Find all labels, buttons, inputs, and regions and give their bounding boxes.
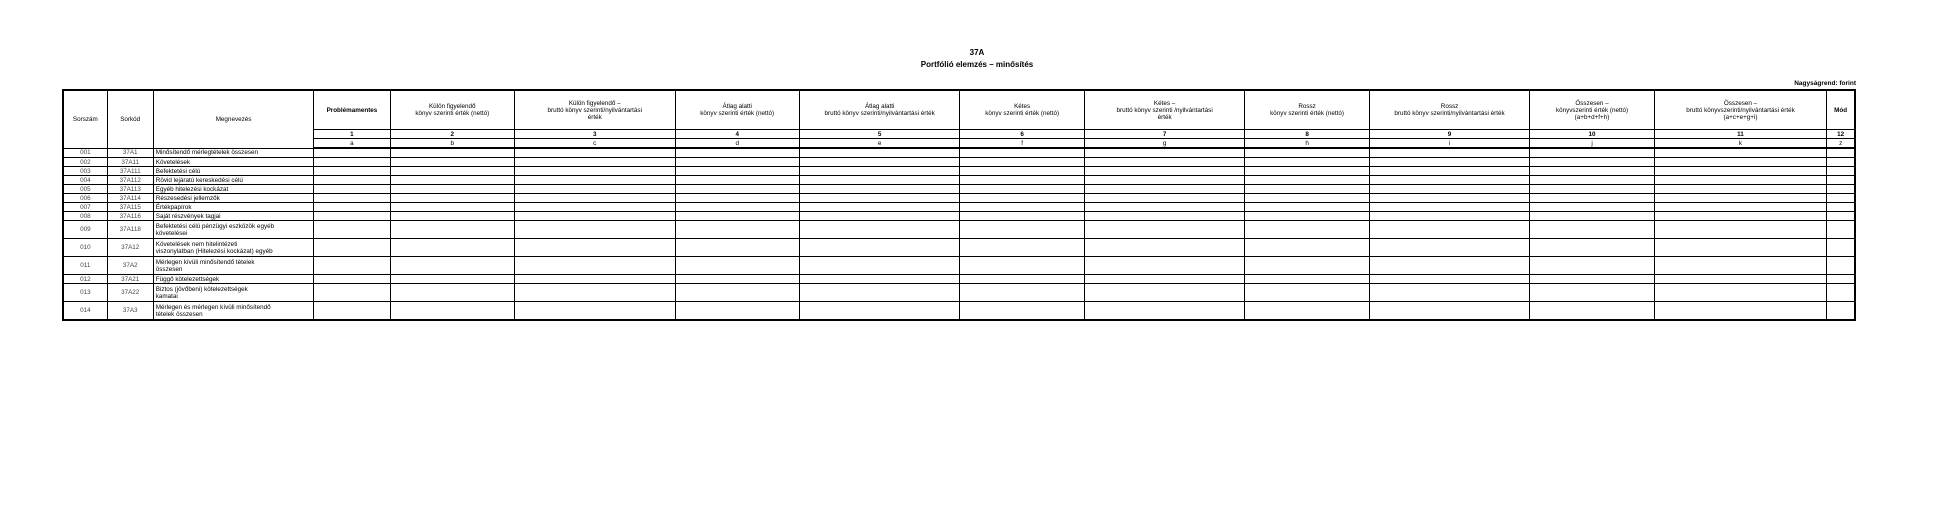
column-letter: b bbox=[390, 139, 514, 149]
column-number: 5 bbox=[799, 130, 960, 139]
value-cell[interactable] bbox=[675, 212, 799, 221]
value-cell[interactable] bbox=[514, 284, 675, 302]
column-letter: f bbox=[960, 139, 1084, 149]
row-name: Mérlegen kívüli minősítendő tételek összesen bbox=[153, 257, 314, 275]
value-cell[interactable] bbox=[1245, 185, 1369, 194]
value-cell[interactable] bbox=[1654, 167, 1827, 176]
value-cell[interactable] bbox=[1530, 176, 1654, 185]
value-cell[interactable] bbox=[514, 176, 675, 185]
value-cell[interactable] bbox=[1245, 148, 1369, 158]
value-cell[interactable] bbox=[1827, 148, 1855, 158]
value-cell[interactable] bbox=[390, 239, 514, 257]
column-letter: d bbox=[675, 139, 799, 149]
value-cell[interactable] bbox=[1827, 185, 1855, 194]
row-code: 37A114 bbox=[107, 194, 153, 203]
value-cell[interactable] bbox=[1369, 212, 1530, 221]
value-cell[interactable] bbox=[1369, 185, 1530, 194]
row-name: Mérlegen és mérlegen kívüli minősítendő tételek összesen bbox=[153, 302, 314, 321]
column-header: Mód bbox=[1827, 90, 1855, 130]
value-cell[interactable] bbox=[960, 194, 1084, 203]
value-cell[interactable] bbox=[675, 302, 799, 321]
row-name: Biztos (jövőbeni) kötelezettségek kamatai bbox=[153, 284, 314, 302]
row-name: Követelések nem hitelintézeti viszonylatban (Hitelezési kockázat) egyéb bbox=[153, 239, 314, 257]
value-cell[interactable] bbox=[1369, 302, 1530, 321]
value-cell[interactable] bbox=[675, 176, 799, 185]
value-cell[interactable] bbox=[1827, 284, 1855, 302]
table-row bbox=[63, 257, 1855, 275]
value-cell[interactable] bbox=[514, 167, 675, 176]
table-row bbox=[63, 185, 1855, 194]
value-cell[interactable] bbox=[314, 158, 390, 167]
column-header: Összesen – bruttó könyvszerinti/nyilvántartási érték (a+c+e+g+i) bbox=[1654, 90, 1827, 130]
value-cell[interactable] bbox=[390, 275, 514, 284]
row-name: Függő kötelezettségek bbox=[153, 275, 314, 284]
value-cell[interactable] bbox=[1654, 212, 1827, 221]
table-row bbox=[63, 158, 1855, 167]
value-cell[interactable] bbox=[960, 176, 1084, 185]
row-number: 010 bbox=[63, 239, 107, 257]
row-number: 007 bbox=[63, 203, 107, 212]
column-number: 1 bbox=[314, 130, 390, 139]
row-name: Saját részvények tagjai bbox=[153, 212, 314, 221]
value-cell[interactable] bbox=[675, 221, 799, 239]
value-cell[interactable] bbox=[1530, 185, 1654, 194]
header-row bbox=[63, 90, 1855, 130]
column-letter: g bbox=[1084, 139, 1245, 149]
row-code: 37A112 bbox=[107, 176, 153, 185]
value-cell[interactable] bbox=[390, 176, 514, 185]
value-cell[interactable] bbox=[1827, 275, 1855, 284]
value-cell[interactable] bbox=[960, 212, 1084, 221]
value-cell[interactable] bbox=[1369, 257, 1530, 275]
column-number: 2 bbox=[390, 130, 514, 139]
title-block bbox=[0, 48, 1954, 70]
value-cell[interactable] bbox=[799, 203, 960, 212]
value-cell[interactable] bbox=[390, 257, 514, 275]
row-number: 005 bbox=[63, 185, 107, 194]
value-cell[interactable] bbox=[1369, 167, 1530, 176]
value-cell[interactable] bbox=[1654, 194, 1827, 203]
value-cell[interactable] bbox=[675, 275, 799, 284]
value-cell[interactable] bbox=[799, 212, 960, 221]
value-cell[interactable] bbox=[1530, 221, 1654, 239]
column-number: 8 bbox=[1245, 130, 1369, 139]
value-cell[interactable] bbox=[960, 257, 1084, 275]
value-cell[interactable] bbox=[1827, 239, 1855, 257]
row-name: Részesedési jellemzők bbox=[153, 194, 314, 203]
row-code: 37A113 bbox=[107, 185, 153, 194]
row-number: 011 bbox=[63, 257, 107, 275]
column-letter: h bbox=[1245, 139, 1369, 149]
value-cell[interactable] bbox=[1530, 302, 1654, 321]
column-header: Sorkód bbox=[107, 90, 153, 148]
value-cell[interactable] bbox=[1827, 257, 1855, 275]
value-cell[interactable] bbox=[514, 203, 675, 212]
value-cell[interactable] bbox=[1654, 148, 1827, 158]
column-letter: k bbox=[1654, 139, 1827, 149]
column-number: 7 bbox=[1084, 130, 1245, 139]
value-cell[interactable] bbox=[960, 185, 1084, 194]
value-cell[interactable] bbox=[314, 203, 390, 212]
portfolio-table bbox=[62, 89, 1856, 321]
column-header: Átlag alatti bruttó könyv szerinti/nyilvántartási érték bbox=[799, 90, 960, 130]
table-row bbox=[63, 203, 1855, 212]
row-number: 002 bbox=[63, 158, 107, 167]
table-row bbox=[63, 239, 1855, 257]
value-cell[interactable] bbox=[514, 212, 675, 221]
value-cell[interactable] bbox=[799, 221, 960, 239]
value-cell[interactable] bbox=[1084, 148, 1245, 158]
column-letter: e bbox=[799, 139, 960, 149]
value-cell[interactable] bbox=[390, 158, 514, 167]
row-code: 37A111 bbox=[107, 167, 153, 176]
value-cell[interactable] bbox=[314, 239, 390, 257]
value-cell[interactable] bbox=[1530, 239, 1654, 257]
value-cell[interactable] bbox=[514, 158, 675, 167]
row-code: 37A21 bbox=[107, 275, 153, 284]
value-cell[interactable] bbox=[1245, 284, 1369, 302]
value-cell[interactable] bbox=[1369, 284, 1530, 302]
value-cell[interactable] bbox=[960, 148, 1084, 158]
value-cell[interactable] bbox=[314, 275, 390, 284]
column-number: 11 bbox=[1654, 130, 1827, 139]
value-cell[interactable] bbox=[1084, 167, 1245, 176]
value-cell[interactable] bbox=[1654, 158, 1827, 167]
value-cell[interactable] bbox=[960, 284, 1084, 302]
value-cell[interactable] bbox=[1245, 194, 1369, 203]
value-cell[interactable] bbox=[314, 194, 390, 203]
value-cell[interactable] bbox=[1369, 148, 1530, 158]
value-cell[interactable] bbox=[1530, 212, 1654, 221]
column-number: 10 bbox=[1530, 130, 1654, 139]
value-cell[interactable] bbox=[390, 302, 514, 321]
value-cell[interactable] bbox=[1369, 239, 1530, 257]
value-cell[interactable] bbox=[1530, 148, 1654, 158]
row-number: 012 bbox=[63, 275, 107, 284]
value-cell[interactable] bbox=[960, 158, 1084, 167]
value-cell[interactable] bbox=[1827, 212, 1855, 221]
column-number-row bbox=[63, 130, 1855, 139]
row-number: 006 bbox=[63, 194, 107, 203]
column-header: Rossz bruttó könyv szerinti/nyilvántartási érték bbox=[1369, 90, 1530, 130]
row-name: Követelések bbox=[153, 158, 314, 167]
value-cell[interactable] bbox=[1245, 203, 1369, 212]
value-cell[interactable] bbox=[1084, 203, 1245, 212]
row-number: 014 bbox=[63, 302, 107, 321]
row-code: 37A115 bbox=[107, 203, 153, 212]
value-cell[interactable] bbox=[514, 239, 675, 257]
value-cell[interactable] bbox=[1084, 158, 1245, 167]
value-cell[interactable] bbox=[1245, 176, 1369, 185]
column-letter: j bbox=[1530, 139, 1654, 149]
value-cell[interactable] bbox=[675, 148, 799, 158]
value-cell[interactable] bbox=[1654, 275, 1827, 284]
row-code: 37A118 bbox=[107, 221, 153, 239]
value-cell[interactable] bbox=[314, 185, 390, 194]
value-cell[interactable] bbox=[1827, 221, 1855, 239]
value-cell[interactable] bbox=[1245, 221, 1369, 239]
value-cell[interactable] bbox=[1369, 194, 1530, 203]
value-cell[interactable] bbox=[1084, 239, 1245, 257]
value-cell[interactable] bbox=[1369, 275, 1530, 284]
value-cell[interactable] bbox=[799, 176, 960, 185]
column-header: Kétes – bruttó könyv szerinti /nyilvántartási érték bbox=[1084, 90, 1245, 130]
value-cell[interactable] bbox=[799, 158, 960, 167]
column-header: Külön figyelendő – bruttó könyv szerinti/nyilvántartási érték bbox=[514, 90, 675, 130]
value-cell[interactable] bbox=[1084, 257, 1245, 275]
value-cell[interactable] bbox=[1530, 284, 1654, 302]
value-cell[interactable] bbox=[390, 185, 514, 194]
value-cell[interactable] bbox=[1827, 167, 1855, 176]
value-cell[interactable] bbox=[1827, 158, 1855, 167]
value-cell[interactable] bbox=[1654, 176, 1827, 185]
value-cell[interactable] bbox=[1530, 158, 1654, 167]
value-cell[interactable] bbox=[799, 185, 960, 194]
column-header: Összesen – könyvszerinti érték (nettó) (a+b+d+f+h) bbox=[1530, 90, 1654, 130]
column-letter: c bbox=[514, 139, 675, 149]
value-cell[interactable] bbox=[514, 185, 675, 194]
column-header: Külön figyelendő könyv szerinti érték (nettó) bbox=[390, 90, 514, 130]
value-cell[interactable] bbox=[799, 167, 960, 176]
value-cell[interactable] bbox=[390, 167, 514, 176]
table-body bbox=[63, 148, 1855, 320]
row-code: 37A22 bbox=[107, 284, 153, 302]
value-cell[interactable] bbox=[1084, 284, 1245, 302]
value-cell[interactable] bbox=[1245, 257, 1369, 275]
unit-label: Nagyságrend: forint bbox=[1794, 80, 1856, 87]
value-cell[interactable] bbox=[514, 257, 675, 275]
value-cell[interactable] bbox=[1654, 203, 1827, 212]
row-code: 37A11 bbox=[107, 158, 153, 167]
table-row bbox=[63, 212, 1855, 221]
table-row bbox=[63, 284, 1855, 302]
value-cell[interactable] bbox=[799, 194, 960, 203]
value-cell[interactable] bbox=[1084, 176, 1245, 185]
value-cell[interactable] bbox=[1654, 302, 1827, 321]
value-cell[interactable] bbox=[960, 221, 1084, 239]
value-cell[interactable] bbox=[514, 194, 675, 203]
value-cell[interactable] bbox=[1245, 167, 1369, 176]
value-cell[interactable] bbox=[514, 302, 675, 321]
value-cell[interactable] bbox=[799, 257, 960, 275]
column-header: Problémamentes bbox=[314, 90, 390, 130]
column-header: Rossz könyv szerinti érték (nettó) bbox=[1245, 90, 1369, 130]
row-code: 37A12 bbox=[107, 239, 153, 257]
row-name: Rövid lejáratú kereskedési célú bbox=[153, 176, 314, 185]
value-cell[interactable] bbox=[314, 284, 390, 302]
value-cell[interactable] bbox=[1369, 221, 1530, 239]
value-cell[interactable] bbox=[314, 257, 390, 275]
value-cell[interactable] bbox=[960, 275, 1084, 284]
value-cell[interactable] bbox=[675, 185, 799, 194]
value-cell[interactable] bbox=[960, 239, 1084, 257]
row-code: 37A116 bbox=[107, 212, 153, 221]
value-cell[interactable] bbox=[675, 257, 799, 275]
value-cell[interactable] bbox=[1654, 185, 1827, 194]
value-cell[interactable] bbox=[1654, 239, 1827, 257]
value-cell[interactable] bbox=[1827, 194, 1855, 203]
row-name: Befektetési célú pénzügyi eszközök egyéb követelései bbox=[153, 221, 314, 239]
value-cell[interactable] bbox=[314, 221, 390, 239]
table-row bbox=[63, 302, 1855, 321]
value-cell[interactable] bbox=[1654, 257, 1827, 275]
column-number: 3 bbox=[514, 130, 675, 139]
column-header: Kétes könyv szerinti érték (nettó) bbox=[960, 90, 1084, 130]
row-name: Egyéb hitelezési kockázat bbox=[153, 185, 314, 194]
value-cell[interactable] bbox=[1654, 221, 1827, 239]
value-cell[interactable] bbox=[799, 275, 960, 284]
value-cell[interactable] bbox=[1654, 284, 1827, 302]
value-cell[interactable] bbox=[675, 194, 799, 203]
row-number: 009 bbox=[63, 221, 107, 239]
value-cell[interactable] bbox=[1245, 302, 1369, 321]
row-code: 37A1 bbox=[107, 148, 153, 158]
value-cell[interactable] bbox=[799, 239, 960, 257]
value-cell[interactable] bbox=[1245, 239, 1369, 257]
value-cell[interactable] bbox=[1369, 158, 1530, 167]
value-cell[interactable] bbox=[514, 148, 675, 158]
value-cell[interactable] bbox=[390, 284, 514, 302]
value-cell[interactable] bbox=[1530, 194, 1654, 203]
value-cell[interactable] bbox=[799, 148, 960, 158]
value-cell[interactable] bbox=[1530, 257, 1654, 275]
row-code: 37A3 bbox=[107, 302, 153, 321]
table-row bbox=[63, 176, 1855, 185]
value-cell[interactable] bbox=[314, 176, 390, 185]
table-code: 37A bbox=[969, 48, 985, 57]
row-number: 003 bbox=[63, 167, 107, 176]
row-number: 013 bbox=[63, 284, 107, 302]
value-cell[interactable] bbox=[514, 275, 675, 284]
value-cell[interactable] bbox=[314, 167, 390, 176]
value-cell[interactable] bbox=[1084, 221, 1245, 239]
column-number: 12 bbox=[1827, 130, 1855, 139]
value-cell[interactable] bbox=[799, 284, 960, 302]
value-cell[interactable] bbox=[1084, 212, 1245, 221]
row-code: 37A2 bbox=[107, 257, 153, 275]
value-cell[interactable] bbox=[1245, 212, 1369, 221]
value-cell[interactable] bbox=[1530, 203, 1654, 212]
table-row bbox=[63, 275, 1855, 284]
value-cell[interactable] bbox=[514, 221, 675, 239]
value-cell[interactable] bbox=[1245, 275, 1369, 284]
value-cell[interactable] bbox=[1827, 176, 1855, 185]
value-cell[interactable] bbox=[1530, 167, 1654, 176]
table-row bbox=[63, 194, 1855, 203]
value-cell[interactable] bbox=[314, 212, 390, 221]
value-cell[interactable] bbox=[1084, 275, 1245, 284]
row-name: Értékpapírok bbox=[153, 203, 314, 212]
table-row bbox=[63, 148, 1855, 158]
value-cell[interactable] bbox=[1369, 176, 1530, 185]
row-name: Minősítendő mérlegtételek összesen bbox=[153, 148, 314, 158]
table-row bbox=[63, 221, 1855, 239]
value-cell[interactable] bbox=[1827, 203, 1855, 212]
column-number: 6 bbox=[960, 130, 1084, 139]
value-cell[interactable] bbox=[675, 158, 799, 167]
column-letter-row bbox=[63, 139, 1855, 149]
column-letter: a bbox=[314, 139, 390, 149]
column-number: 9 bbox=[1369, 130, 1530, 139]
value-cell[interactable] bbox=[390, 203, 514, 212]
table-subtitle: Portfólió elemzés – minősítés bbox=[920, 60, 1034, 69]
value-cell[interactable] bbox=[960, 203, 1084, 212]
column-header: Átlag alatti könyv szerinti érték (nettó) bbox=[675, 90, 799, 130]
column-number: 4 bbox=[675, 130, 799, 139]
value-cell[interactable] bbox=[1084, 302, 1245, 321]
column-header: Sorszám bbox=[63, 90, 107, 148]
value-cell[interactable] bbox=[1084, 194, 1245, 203]
column-letter: i bbox=[1369, 139, 1530, 149]
value-cell[interactable] bbox=[1827, 302, 1855, 321]
value-cell[interactable] bbox=[314, 302, 390, 321]
value-cell[interactable] bbox=[1530, 275, 1654, 284]
row-number: 001 bbox=[63, 148, 107, 158]
value-cell[interactable] bbox=[390, 221, 514, 239]
value-cell[interactable] bbox=[799, 302, 960, 321]
row-number: 008 bbox=[63, 212, 107, 221]
value-cell[interactable] bbox=[675, 167, 799, 176]
row-name: Befektetési célú bbox=[153, 167, 314, 176]
value-cell[interactable] bbox=[390, 148, 514, 158]
value-cell[interactable] bbox=[1084, 185, 1245, 194]
value-cell[interactable] bbox=[960, 167, 1084, 176]
value-cell[interactable] bbox=[1369, 203, 1530, 212]
value-cell[interactable] bbox=[314, 148, 390, 158]
value-cell[interactable] bbox=[675, 239, 799, 257]
row-number: 004 bbox=[63, 176, 107, 185]
table-row bbox=[63, 167, 1855, 176]
value-cell[interactable] bbox=[960, 302, 1084, 321]
value-cell[interactable] bbox=[1245, 158, 1369, 167]
value-cell[interactable] bbox=[675, 203, 799, 212]
column-letter: z bbox=[1827, 139, 1855, 149]
value-cell[interactable] bbox=[390, 212, 514, 221]
value-cell[interactable] bbox=[390, 194, 514, 203]
value-cell[interactable] bbox=[675, 284, 799, 302]
column-header: Megnevezés bbox=[153, 90, 314, 148]
